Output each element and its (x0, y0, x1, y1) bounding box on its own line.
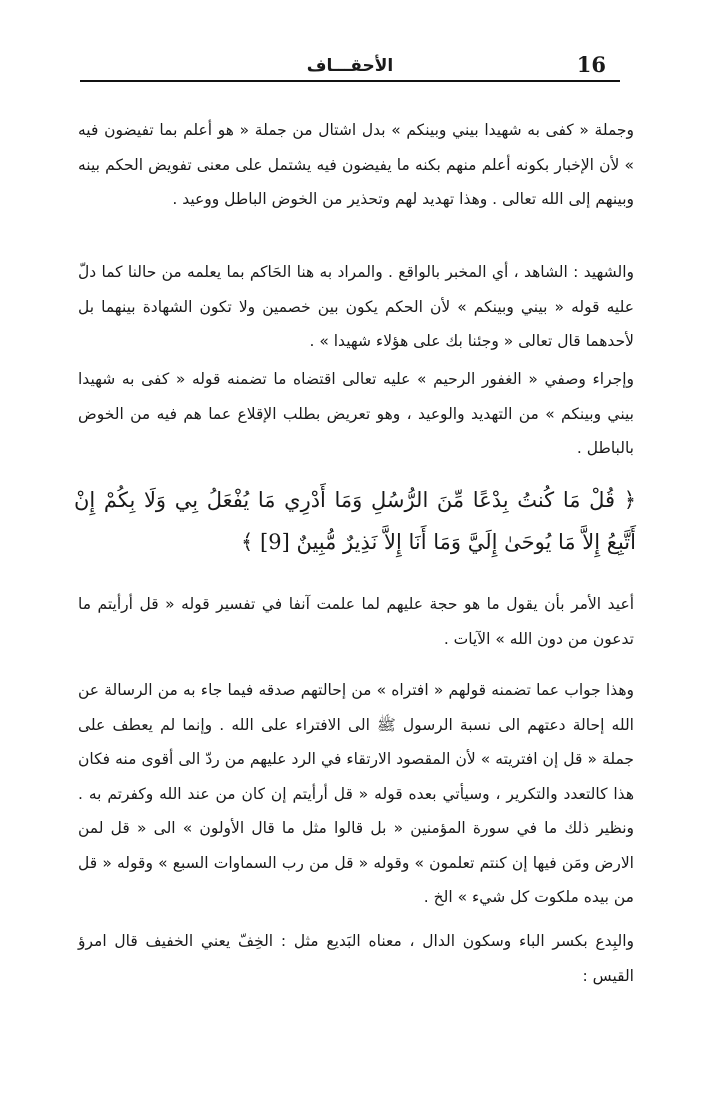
running-title: الأحقـــاف (306, 56, 394, 76)
quran-verse: ﴿ قُلْ مَا كُنتُ بِدْعًا مِّنَ الرُّسُلِ وَمَا أَدْرِي مَا يُفْعَلُ بِي وَلَا بِكُمْ إِنْ أَتَّبِعُ إِلاَّ مَا يُوحَىٰ إِلَيَّ وَمَا أَنَا إِلاَّ نَذِيرٌ مُّبِينٌ [9] ﴾ (74, 488, 636, 554)
paragraph-1: وجملة « كفى به شهيدا بيني وبينكم » بدل اشتال من جملة « هو أعلم بما تفيضون فيه » لأن الإخبار بكونه أعلم منهم بكنه ما يفيضون فيه يشتمل على معنى تفويض الحكم بينه وبينهم إلى الله تعالى . وهذا تهديد لهم وتحذير من الخوض الباطل ووعيد . (78, 121, 634, 208)
paragraph-2: والشهيد : الشاهد ، أي المخبر بالواقع . والمراد به هنا الحَاكم بما يعلمه من حالنا كما دلّ عليه قوله « بيني وبينكم » لأن الحكم يكون بين خصمين ولا تكون الشهادة بينهما بل لأحدهما قال تعالى « وجئنا بك على هؤلاء شهيدا » . (78, 263, 634, 350)
paragraph-6: والبِدع بكسر الباء وسكون الدال ، معناه البَديع مثل : الخِفّ يعني الخفيف قال امرؤ القيس : (78, 932, 634, 985)
paragraph-5: وهذا جواب عما تضمنه قولهم « افتراه » من إحالتهم صدقه فيما جاء به من الرسالة عن الله إحالة دعتهم الى نسبة الرسول ﷺ الى الافتراء على الله . وإنما لم يعطف على جملة « قل إن افتريته » لأن المقصود الارتقاء في الرد عليهم من ردّ الى أقوى منه فكان هذا كالتعدد والتكرير ، وسيأتي بعده قوله « قل أرأيتم إن كان من عند الله وكفرتم به . ونظير ذلك ما في سورة المؤمنين « بل قالوا مثل ما قال الأولون » الى « قل لمن الارض ومَن فيها إن كنتم تعلمون » وقوله « قل من رب السماوات السبع » وقوله « قل من بيده ملكوت كل شيء » الخ . (78, 681, 634, 906)
paragraph-3: وإجراء وصفي « الغفور الرحيم » عليه تعالى اقتضاه ما تضمنه قوله « كفى به شهيدا بيني وبينكم » من التهديد والوعيد ، وهو تعريض بطلب الإقلاع عما هم فيه من الخوض بالباطل . (78, 370, 634, 457)
page-header (80, 52, 620, 80)
paragraph-4: أعيد الأمر بأن يقول ما هو حجة عليهم لما علمت آنفا في تفسير قوله « قل أرأيتم ما تدعون من دون الله » الآيات . (78, 595, 634, 648)
page-number: 16 (576, 52, 606, 77)
header-rule (80, 80, 620, 82)
